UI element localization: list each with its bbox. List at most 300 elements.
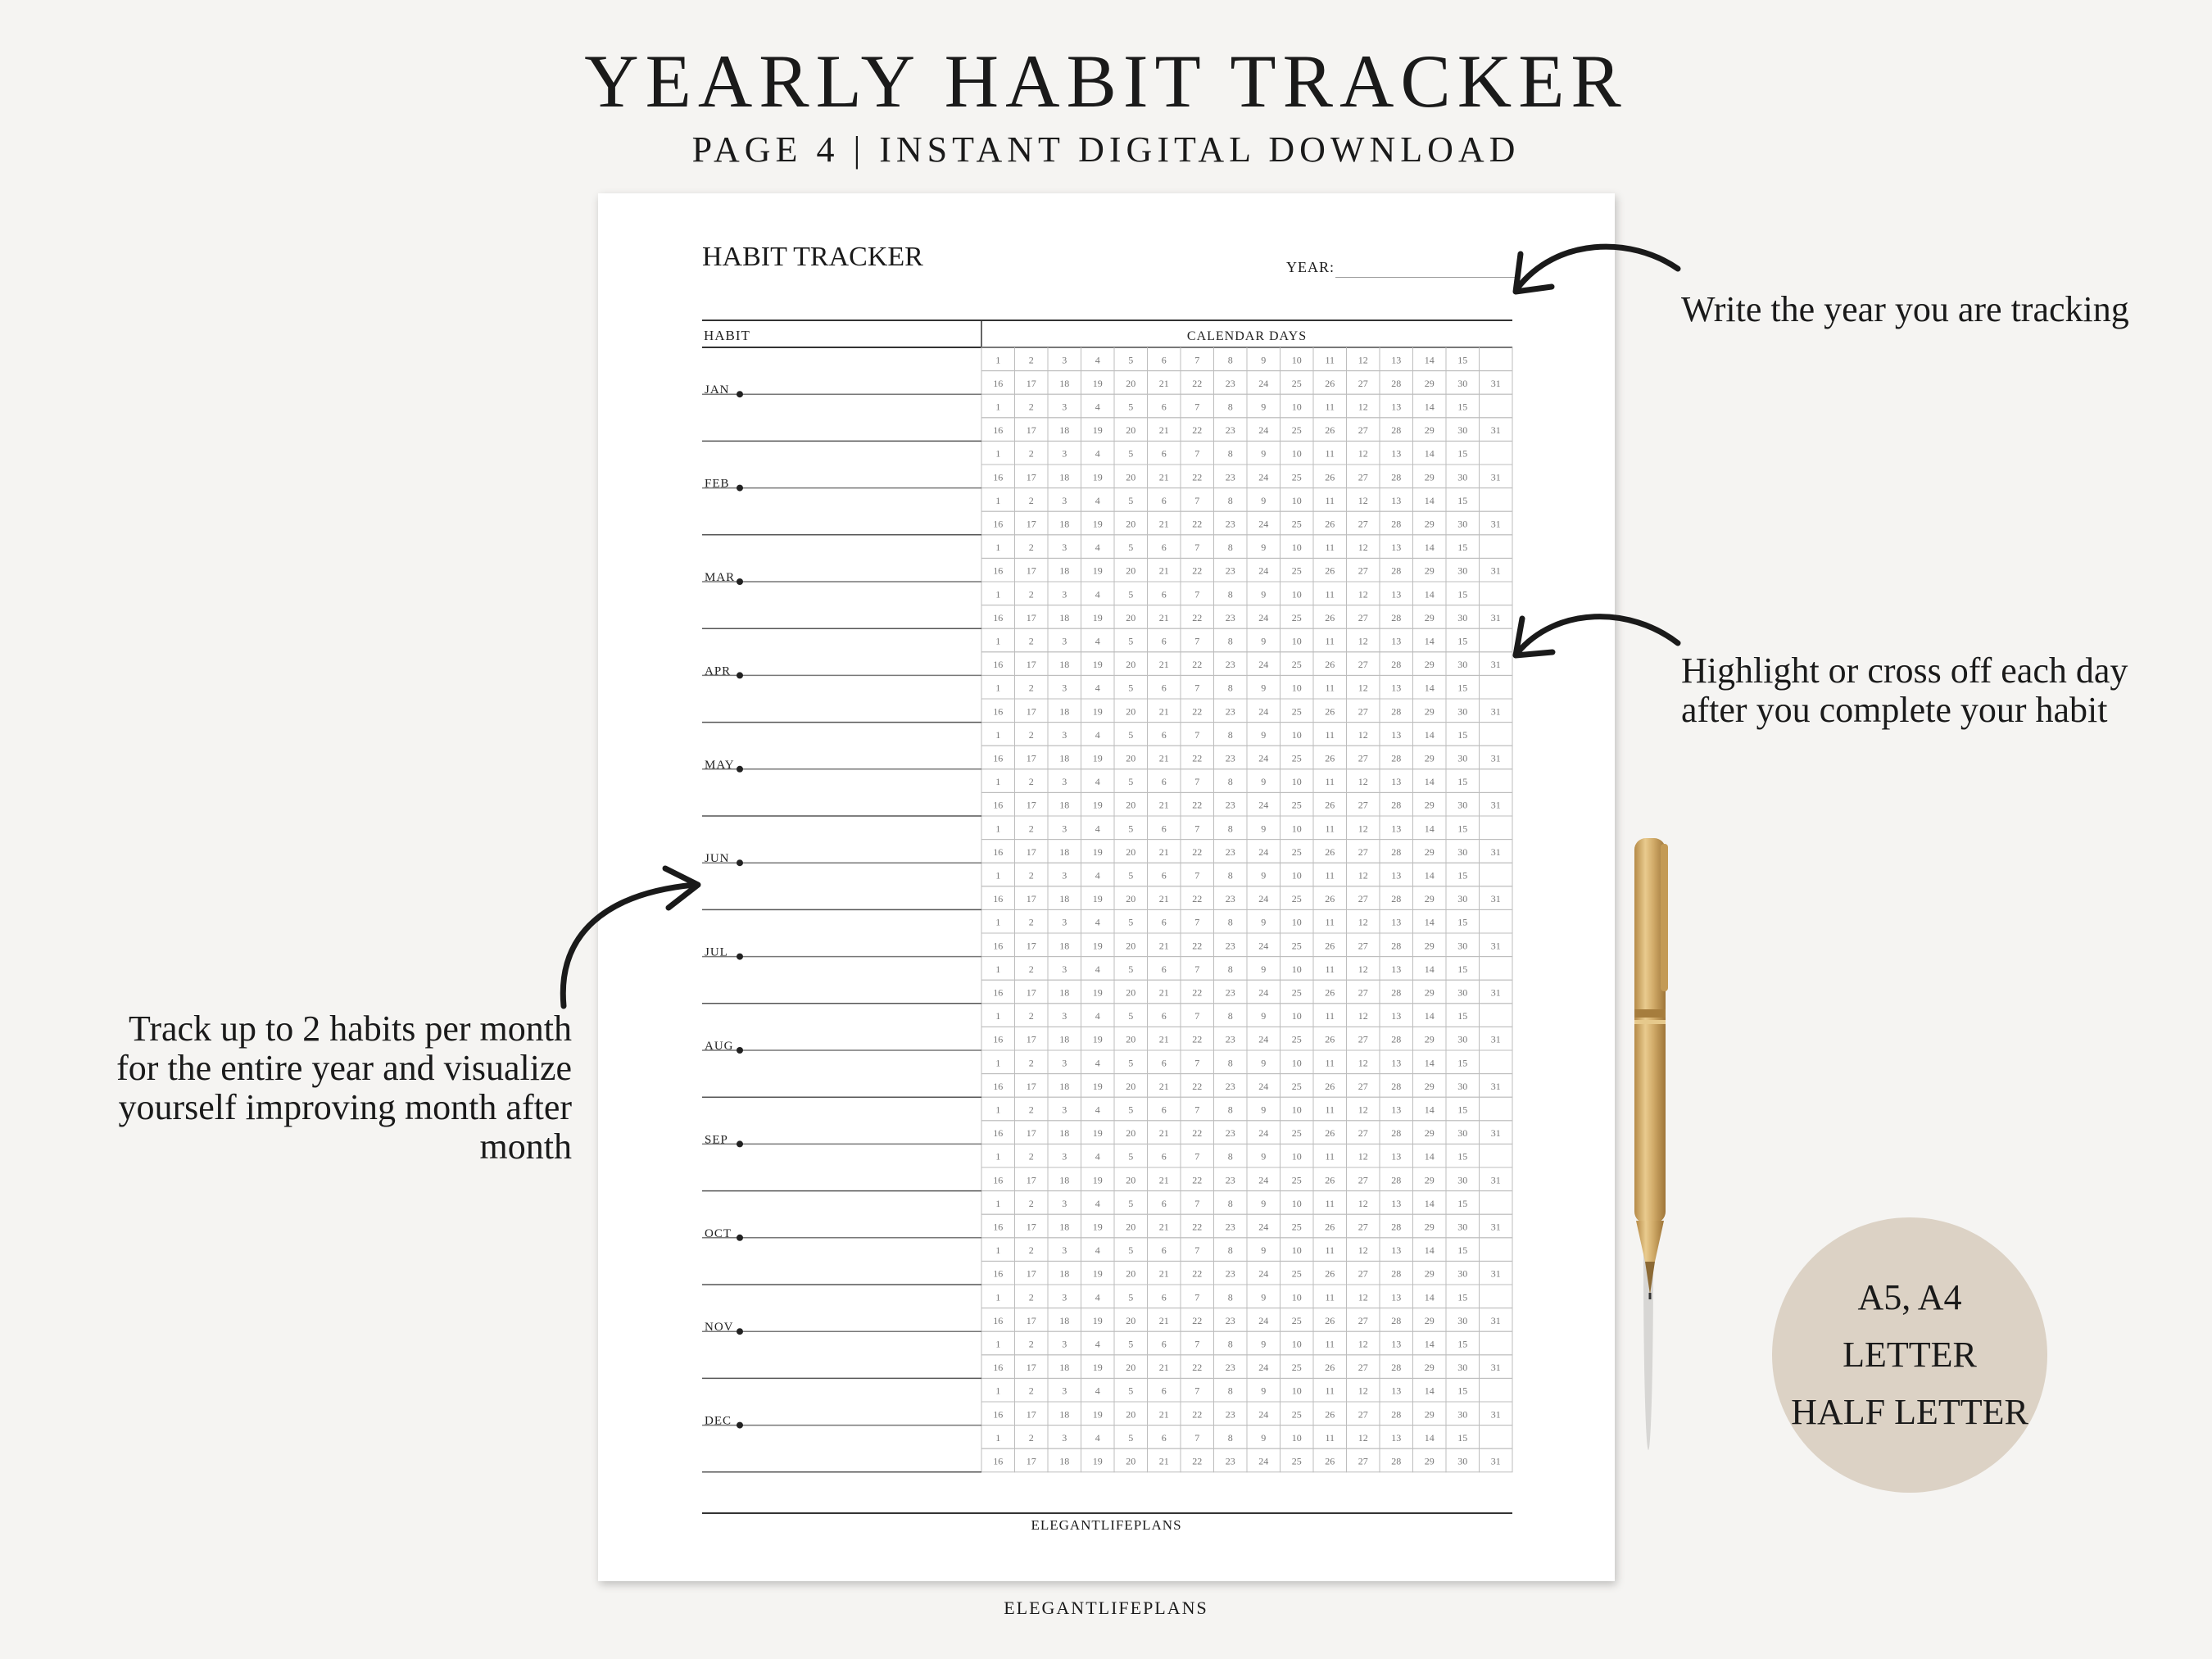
month-label: APR [705,664,732,678]
day-number: 21 [1158,1362,1169,1374]
day-number: 29 [1424,986,1435,999]
day-number: 23 [1225,799,1235,811]
day-number: 4 [1095,1197,1100,1209]
day-number: 16 [993,1127,1004,1140]
day-number: 18 [1059,986,1070,999]
day-number: 31 [1490,845,1501,858]
day-number: 11 [1325,682,1335,694]
day-number: 3 [1062,447,1067,460]
day-number: 10 [1291,1431,1302,1444]
day-number: 28 [1391,1362,1402,1374]
day-number: 6 [1161,1150,1167,1163]
day-number: 2 [1028,1197,1034,1209]
day-number: 22 [1192,1033,1203,1045]
day-number: 18 [1059,799,1070,811]
day-number: 31 [1490,752,1501,764]
day-number: 10 [1291,963,1302,975]
day-number: 3 [1062,401,1067,413]
day-number: 12 [1358,682,1368,694]
day-number: 30 [1457,471,1468,483]
day-number: 8 [1227,542,1233,554]
day-number: 19 [1092,1408,1103,1421]
day-number: 17 [1026,1314,1036,1326]
day-number: 29 [1424,424,1435,437]
day-number: 8 [1227,1057,1233,1069]
day-number: 3 [1062,494,1067,506]
day-number: 24 [1258,518,1269,530]
day-number: 2 [1028,542,1034,554]
day-number: 16 [993,752,1004,764]
day-number: 7 [1194,494,1200,506]
day-number: 21 [1158,1080,1169,1092]
day-number: 13 [1391,823,1402,835]
day-number: 5 [1128,1150,1134,1163]
day-number: 3 [1062,823,1067,835]
day-number: 27 [1358,424,1368,437]
day-number: 21 [1158,659,1169,671]
day-number: 9 [1261,1244,1267,1257]
day-number: 29 [1424,1174,1435,1186]
day-number: 4 [1095,542,1100,554]
day-number: 28 [1391,986,1402,999]
track-annotation: Track up to 2 habits per month for the entire year and visualize yourself improving month after month [116,1009,572,1167]
day-number: 24 [1258,845,1269,858]
day-number: 21 [1158,986,1169,999]
day-number: 14 [1424,447,1435,460]
day-number: 19 [1092,1267,1103,1280]
day-number: 3 [1062,588,1067,601]
day-number: 16 [993,1267,1004,1280]
day-number: 31 [1490,705,1501,718]
day-number: 9 [1261,963,1267,975]
day-number: 8 [1227,635,1233,647]
day-number: 28 [1391,659,1402,671]
day-number: 18 [1059,1362,1070,1374]
day-number: 14 [1424,542,1435,554]
day-number: 31 [1490,940,1501,952]
day-number: 26 [1325,1362,1335,1374]
day-number: 13 [1391,635,1402,647]
day-number: 17 [1026,377,1036,389]
day-number: 19 [1092,705,1103,718]
day-number: 15 [1457,728,1468,741]
day-number: 26 [1325,893,1335,905]
day-number: 26 [1325,799,1335,811]
day-number: 5 [1128,776,1134,788]
day-number: 10 [1291,1244,1302,1257]
day-number: 8 [1227,776,1233,788]
day-number: 5 [1128,1291,1134,1303]
day-number: 5 [1128,635,1134,647]
day-number: 30 [1457,1408,1468,1421]
day-number: 17 [1026,659,1036,671]
day-number: 26 [1325,752,1335,764]
day-number: 17 [1026,1455,1036,1467]
month-label: SEP [705,1133,728,1147]
day-number: 27 [1358,377,1368,389]
day-number: 22 [1192,611,1203,623]
day-number: 23 [1225,611,1235,623]
day-number: 10 [1291,494,1302,506]
day-number: 21 [1158,752,1169,764]
day-number: 23 [1225,1267,1235,1280]
day-number: 7 [1194,542,1200,554]
day-number: 2 [1028,728,1034,741]
day-number: 27 [1358,752,1368,764]
day-number: 2 [1028,1291,1034,1303]
day-number: 20 [1126,940,1136,952]
day-number: 26 [1325,1314,1335,1326]
day-number: 29 [1424,659,1435,671]
day-number: 12 [1358,916,1368,928]
day-number: 28 [1391,1033,1402,1045]
day-number: 29 [1424,1314,1435,1326]
day-number: 9 [1261,1010,1267,1022]
day-number: 17 [1026,611,1036,623]
day-number: 13 [1391,728,1402,741]
day-number: 30 [1457,845,1468,858]
day-number: 6 [1161,588,1167,601]
day-number: 17 [1026,1221,1036,1233]
day-number: 10 [1291,1385,1302,1397]
day-number: 12 [1358,1385,1368,1397]
day-number: 24 [1258,1408,1269,1421]
arrow-track-icon [563,868,698,1006]
day-number: 30 [1457,518,1468,530]
day-number: 9 [1261,776,1267,788]
day-number: 31 [1490,1127,1501,1140]
day-number: 29 [1424,1267,1435,1280]
day-number: 2 [1028,1150,1034,1163]
day-number: 14 [1424,1010,1435,1022]
day-number: 24 [1258,471,1269,483]
day-number: 27 [1358,986,1368,999]
day-number: 23 [1225,752,1235,764]
day-number: 22 [1192,1408,1203,1421]
day-number: 13 [1391,1431,1402,1444]
day-number: 11 [1325,869,1335,882]
day-number: 28 [1391,471,1402,483]
day-number: 25 [1291,1174,1302,1186]
day-number: 23 [1225,940,1235,952]
day-number: 6 [1161,869,1167,882]
day-number: 1 [995,1244,1001,1257]
day-number: 4 [1095,1431,1100,1444]
day-number: 12 [1358,1197,1368,1209]
day-number: 1 [995,354,1001,366]
day-number: 23 [1225,659,1235,671]
day-number: 24 [1258,940,1269,952]
day-number: 22 [1192,893,1203,905]
day-number: 12 [1358,823,1368,835]
day-number: 7 [1194,963,1200,975]
day-number: 14 [1424,823,1435,835]
day-number: 11 [1325,354,1335,366]
day-number: 18 [1059,1033,1070,1045]
day-number: 19 [1092,1455,1103,1467]
day-number: 25 [1291,1127,1302,1140]
day-number: 30 [1457,705,1468,718]
day-number: 2 [1028,1338,1034,1350]
day-number: 17 [1026,986,1036,999]
pen-icon [1634,838,1668,1450]
day-number: 8 [1227,1197,1233,1209]
day-number: 5 [1128,1197,1134,1209]
day-number: 7 [1194,1244,1200,1257]
day-number: 16 [993,1455,1004,1467]
day-number: 3 [1062,916,1067,928]
day-number: 29 [1424,377,1435,389]
day-number: 27 [1358,1221,1368,1233]
day-number: 31 [1490,1408,1501,1421]
day-number: 10 [1291,728,1302,741]
day-number: 19 [1092,986,1103,999]
day-number: 3 [1062,1431,1067,1444]
day-number: 24 [1258,986,1269,999]
day-number: 8 [1227,682,1233,694]
day-number: 23 [1225,1221,1235,1233]
day-number: 16 [993,1174,1004,1186]
day-number: 26 [1325,1127,1335,1140]
day-number: 8 [1227,494,1233,506]
day-number: 25 [1291,1362,1302,1374]
day-number: 13 [1391,869,1402,882]
month-label: AUG [705,1040,734,1053]
day-number: 20 [1126,1362,1136,1374]
day-number: 7 [1194,1057,1200,1069]
day-number: 12 [1358,1057,1368,1069]
day-number: 25 [1291,705,1302,718]
day-number: 4 [1095,682,1100,694]
day-number: 13 [1391,1197,1402,1209]
day-number: 3 [1062,776,1067,788]
day-number: 30 [1457,1362,1468,1374]
day-number: 31 [1490,1221,1501,1233]
day-number: 13 [1391,1104,1402,1116]
day-number: 21 [1158,564,1169,577]
day-number: 1 [995,1057,1001,1069]
day-number: 12 [1358,542,1368,554]
day-number: 29 [1424,752,1435,764]
day-number: 24 [1258,1127,1269,1140]
day-number: 7 [1194,823,1200,835]
day-number: 2 [1028,494,1034,506]
month-label: JAN [705,383,730,397]
day-number: 3 [1062,1385,1067,1397]
day-number: 7 [1194,1150,1200,1163]
day-number: 21 [1158,1033,1169,1045]
day-number: 28 [1391,893,1402,905]
day-number: 14 [1424,776,1435,788]
day-number: 8 [1227,354,1233,366]
day-number: 15 [1457,1104,1468,1116]
day-number: 3 [1062,728,1067,741]
day-number: 2 [1028,823,1034,835]
day-number: 23 [1225,1033,1235,1045]
day-number: 25 [1291,893,1302,905]
month-label: JUL [705,945,728,959]
day-number: 10 [1291,447,1302,460]
day-number: 17 [1026,1127,1036,1140]
day-number: 11 [1325,1010,1335,1022]
day-number: 28 [1391,377,1402,389]
day-number: 16 [993,1408,1004,1421]
day-number: 7 [1194,354,1200,366]
day-number: 4 [1095,776,1100,788]
day-number: 18 [1059,1221,1070,1233]
day-number: 4 [1095,1385,1100,1397]
day-number: 12 [1358,447,1368,460]
day-number: 28 [1391,752,1402,764]
day-number: 14 [1424,1338,1435,1350]
day-number: 8 [1227,1385,1233,1397]
day-number: 22 [1192,564,1203,577]
day-number: 16 [993,611,1004,623]
day-number: 4 [1095,1150,1100,1163]
day-number: 22 [1192,424,1203,437]
day-number: 21 [1158,799,1169,811]
day-number: 21 [1158,1174,1169,1186]
day-number: 3 [1062,1057,1067,1069]
day-number: 20 [1126,1174,1136,1186]
day-number: 23 [1225,471,1235,483]
day-number: 30 [1457,1174,1468,1186]
day-number: 25 [1291,1080,1302,1092]
day-number: 13 [1391,354,1402,366]
day-number: 18 [1059,1314,1070,1326]
day-number: 28 [1391,940,1402,952]
day-number: 12 [1358,588,1368,601]
day-number: 18 [1059,518,1070,530]
day-number: 23 [1225,1408,1235,1421]
day-number: 31 [1490,611,1501,623]
day-number: 26 [1325,1455,1335,1467]
day-number: 23 [1225,845,1235,858]
day-number: 10 [1291,1197,1302,1209]
day-number: 21 [1158,377,1169,389]
day-number: 11 [1325,1385,1335,1397]
day-number: 3 [1062,1150,1067,1163]
day-number: 28 [1391,1314,1402,1326]
day-number: 3 [1062,1010,1067,1022]
day-number: 13 [1391,401,1402,413]
day-number: 27 [1358,564,1368,577]
day-number: 10 [1291,823,1302,835]
day-number: 19 [1092,1362,1103,1374]
day-number: 8 [1227,963,1233,975]
day-number: 4 [1095,1057,1100,1069]
day-number: 26 [1325,518,1335,530]
day-number: 19 [1092,518,1103,530]
day-number: 15 [1457,1385,1468,1397]
day-number: 6 [1161,494,1167,506]
day-number: 29 [1424,611,1435,623]
day-number: 15 [1457,1197,1468,1209]
day-number: 7 [1194,916,1200,928]
day-number: 11 [1325,1338,1335,1350]
day-number: 5 [1128,728,1134,741]
day-number: 7 [1194,588,1200,601]
day-number: 12 [1358,1150,1368,1163]
day-number: 27 [1358,659,1368,671]
day-number: 2 [1028,1104,1034,1116]
page-title: YEARLY HABIT TRACKER [584,39,1628,123]
day-number: 27 [1358,1455,1368,1467]
day-number: 14 [1424,1291,1435,1303]
day-number: 10 [1291,1338,1302,1350]
day-number: 5 [1128,916,1134,928]
day-number: 25 [1291,377,1302,389]
day-number: 11 [1325,635,1335,647]
day-number: 7 [1194,869,1200,882]
day-number: 1 [995,1291,1001,1303]
day-number: 28 [1391,1455,1402,1467]
day-number: 23 [1225,1314,1235,1326]
day-number: 4 [1095,963,1100,975]
day-number: 30 [1457,377,1468,389]
day-number: 3 [1062,1197,1067,1209]
day-number: 19 [1092,471,1103,483]
day-number: 30 [1457,1455,1468,1467]
day-number: 20 [1126,1080,1136,1092]
day-number: 10 [1291,401,1302,413]
day-number: 31 [1490,1174,1501,1186]
day-number: 21 [1158,940,1169,952]
day-number: 20 [1126,1408,1136,1421]
day-number: 7 [1194,1010,1200,1022]
day-number: 17 [1026,705,1036,718]
day-number: 14 [1424,1197,1435,1209]
day-number: 14 [1424,635,1435,647]
day-number: 23 [1225,377,1235,389]
day-number: 28 [1391,1408,1402,1421]
day-number: 13 [1391,1338,1402,1350]
day-number: 6 [1161,1385,1167,1397]
day-number: 17 [1026,471,1036,483]
day-number: 22 [1192,986,1203,999]
day-number: 2 [1028,916,1034,928]
day-number: 21 [1158,845,1169,858]
day-number: 22 [1192,377,1203,389]
day-number: 12 [1358,354,1368,366]
day-number: 19 [1092,659,1103,671]
day-number: 29 [1424,893,1435,905]
day-number: 20 [1126,564,1136,577]
day-number: 24 [1258,564,1269,577]
day-number: 16 [993,1362,1004,1374]
day-number: 1 [995,1104,1001,1116]
day-number: 8 [1227,588,1233,601]
day-number: 11 [1325,776,1335,788]
day-number: 17 [1026,1408,1036,1421]
day-number: 26 [1325,377,1335,389]
page-footer: ELEGANTLIFEPLANS [1004,1598,1208,1618]
day-number: 7 [1194,1197,1200,1209]
day-number: 22 [1192,1267,1203,1280]
day-number: 29 [1424,845,1435,858]
day-number: 30 [1457,940,1468,952]
day-number: 4 [1095,916,1100,928]
day-number: 27 [1358,1127,1368,1140]
day-number: 15 [1457,1057,1468,1069]
day-number: 5 [1128,401,1134,413]
day-number: 25 [1291,1221,1302,1233]
day-number: 4 [1095,1104,1100,1116]
day-number: 9 [1261,823,1267,835]
day-number: 19 [1092,1080,1103,1092]
day-number: 26 [1325,1408,1335,1421]
day-number: 1 [995,1197,1001,1209]
